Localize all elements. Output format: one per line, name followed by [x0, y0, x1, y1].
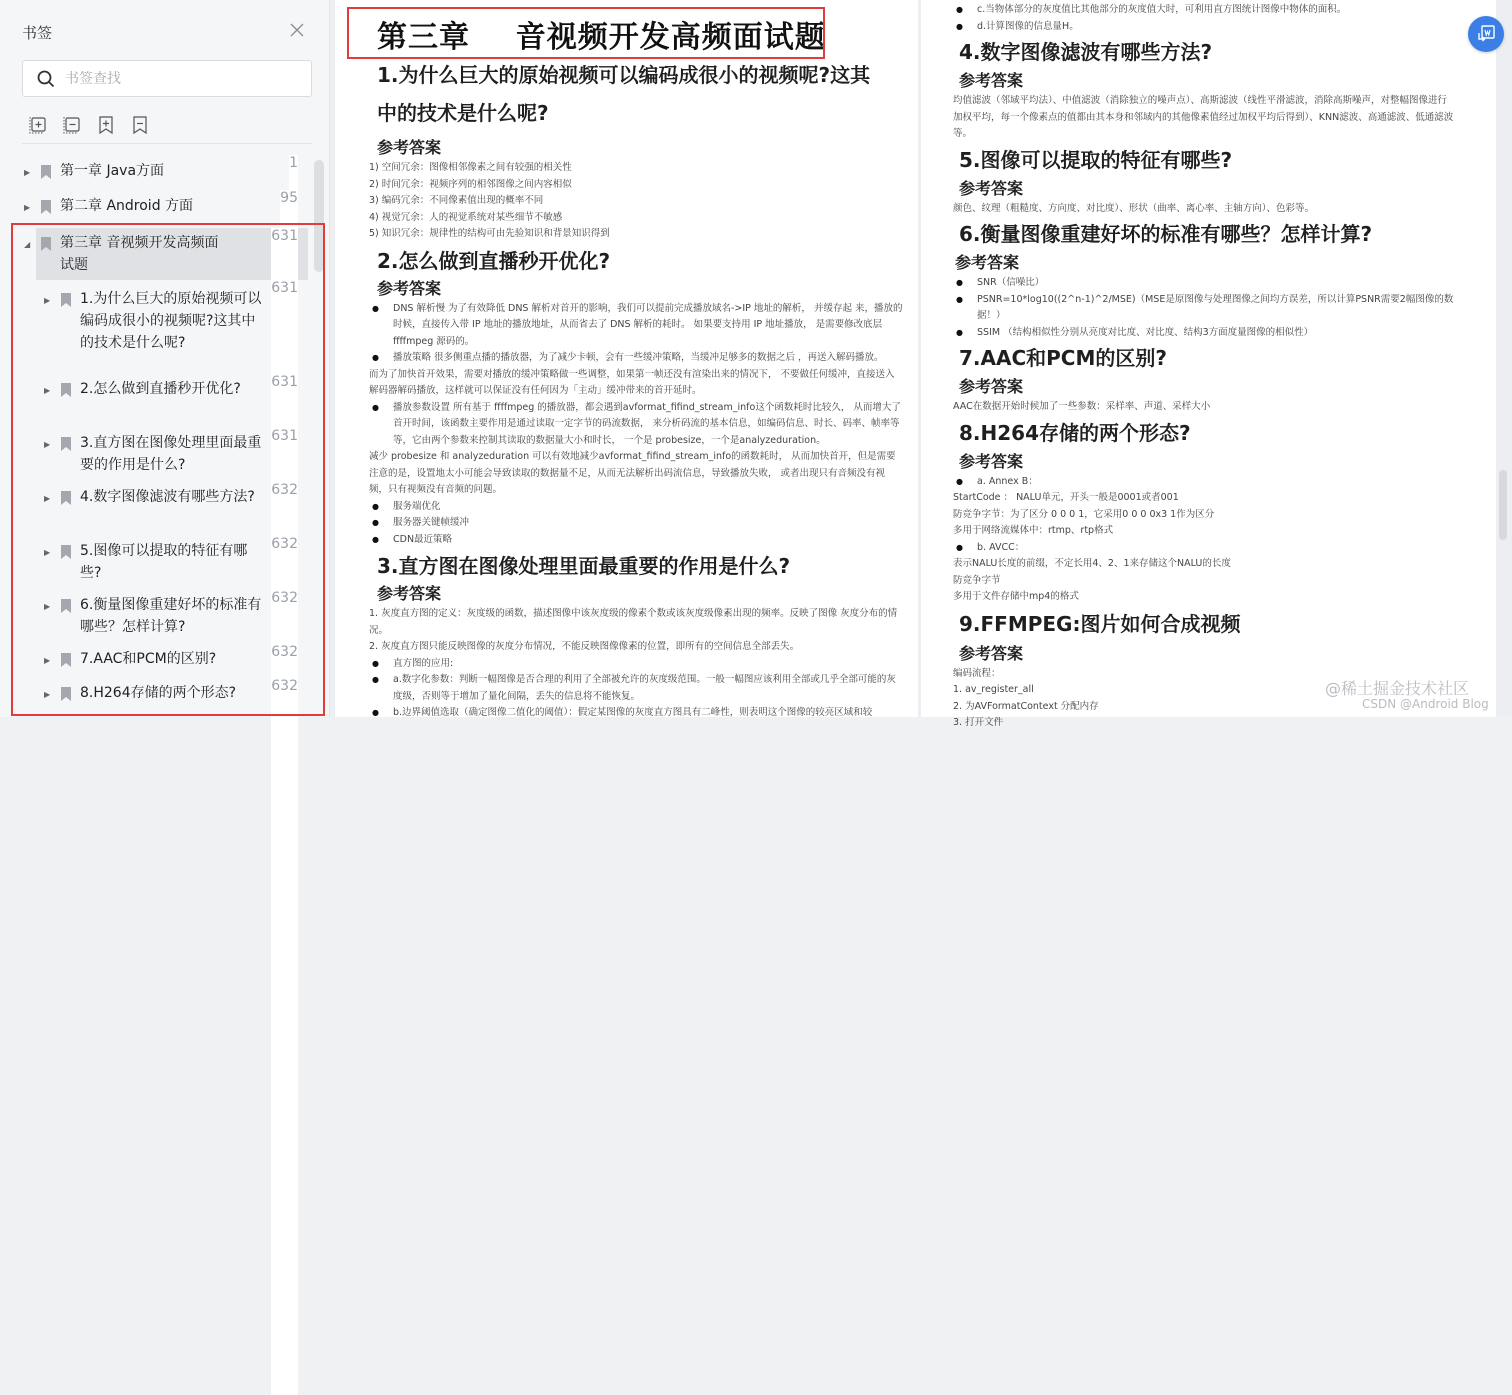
- question-heading: 6.衡量图像重建好坏的标准有哪些？怎样计算?: [959, 222, 1373, 246]
- answer-bullet: ● 服务器关键帧缓冲: [369, 515, 904, 532]
- answer-text: 均值滤波（邻域平均法）、中值滤波（消除独立的噪声点）、高斯滤波（线性平滑滤波，消除高斯噪声，对整幅图像进行加权平均，每一个像素点的值都由其本身和邻域内的其他像素值经过加权平均后得到）、KNN滤波、高通滤波、低通滤波等。: [953, 95, 1454, 139]
- answer-bullet: ● b.边界阈值选取（确定图像二值化的阈值）：假定某图像的灰度直方图具有二峰性，则表明这个图像的较亮区域和较: [369, 705, 904, 722]
- expand-arrow-icon[interactable]: ▶: [24, 168, 31, 177]
- convert-to-word-button[interactable]: [1468, 16, 1504, 52]
- search-icon: [37, 70, 55, 88]
- bookmark-item[interactable]: [0, 644, 310, 678]
- answer-text: 防竞争字节：为了区分 0 0 0 1，它采用0 0 0 0x3 1作为区分: [953, 508, 1215, 520]
- bookmark-tree: [0, 155, 310, 717]
- bookmark-icon: [60, 599, 72, 613]
- answer-bullet: ● PSNR=10*log10((2^n-1)^2/MSE)（MSE是原图像与处理图像之间均方误差，所以计算PSNR需要2幅图像的数据！）: [953, 292, 1456, 325]
- expand-arrow-icon[interactable]: ▶: [24, 203, 31, 212]
- close-icon[interactable]: [288, 22, 306, 40]
- question-heading: 3.直方图在图像处理里面最重要的作用是什么?: [377, 554, 791, 578]
- answer-text: 编码流程：: [953, 667, 1001, 679]
- answer-heading: 参考答案: [959, 451, 1024, 471]
- watermark-csdn: CSDN @Android Blog: [1362, 697, 1489, 711]
- answer-text: 2. 为AVFormatContext 分配内存: [953, 700, 1099, 712]
- expand-arrow-icon[interactable]: ▶: [44, 690, 51, 699]
- bookmark-item[interactable]: [0, 428, 310, 482]
- answer-text: 而为了加快首开效果，需要对播放的缓冲策略做一些调整，如果第一帧还没有渲染出来的情况下， 不要做任何缓冲，直接送入解码器解码播放，这样就可以保证没有任何因为「主动」缓冲带来的首开延时。: [369, 368, 895, 396]
- answer-heading: 参考答案: [955, 253, 1020, 272]
- bookmark-label: 5.图像可以提取的特征有哪些?: [80, 543, 248, 581]
- watermark-juejin: @稀土掘金技术社区: [1325, 679, 1470, 698]
- answer-bullet: ● a. Annex B：: [953, 474, 1456, 491]
- answer-text: 1. 灰度直方图的定义：灰度级的函数，描述图像中该灰度级的像素个数或该灰度级像素出现的频率。反映了图像 灰度分布的情况。: [369, 608, 898, 636]
- answer-text: 2. 灰度直方图只能反映图像的灰度分布情况，不能反映图像像素的位置，即所有的空间信息全部丢失。: [369, 641, 800, 652]
- expand-arrow-icon[interactable]: ▶: [44, 386, 51, 395]
- question-heading: 8.H264存储的两个形态?: [959, 420, 1191, 445]
- answer-text: 减少 probesize 和 analyzeduration 可以有效地减少avformat_fifind_stream_info的函数耗时， 从而加快首开，但是需要注意的是，设置地太小可能会导致读取的数据量不足，从而无法解析出码流信息，导致播放失败， 或者出现只有音频没有视频，只有视频没有音频的问题。: [369, 451, 896, 495]
- question-heading: 1.为什么巨大的原始视频可以编码成很小的视频呢?这其: [377, 63, 871, 87]
- answer-line: 4) 视觉冗余：人的视觉系统对某些细节不敏感: [369, 211, 563, 223]
- answer-heading: 参考答案: [959, 178, 1024, 198]
- bookmark-search-box[interactable]: [22, 60, 312, 97]
- bookmark-item[interactable]: [0, 155, 310, 190]
- bookmark-item[interactable]: [0, 536, 310, 590]
- answer-text: 3. 打开文件: [953, 717, 1004, 728]
- answer-bullet: ● DNS 解析慢 为了有效降低 DNS 解析对首开的影响，我们可以提前完成播放域名->IP 地址的解析， 并缓存起 来，播放的时候，直接传入带 IP 地址的播放地址，从而省去了 DNS 解析的耗时。 如果要支持用 IP 地址播放， 是需要修改底层 ffffmpeg 源码的。: [369, 301, 904, 351]
- answer-bullet: ● 播放参数设置 所有基于 ffffmpeg 的播放器，都会遇到avformat_fifind_stream_info这个函数耗时比较久， 从而增大了首开时间，该函数主要作用是通过读取一定字节的码流数据， 来分析码流的基本信息，如编码信息、时长、码率、帧率等等，它由两个参数来控制其读取的数据量大小和时长， 一个是 probesize，一个是analyzeduration。: [369, 400, 904, 450]
- answer-line: 2) 时间冗余：视频序列的相邻图像之间内容相似: [369, 178, 572, 190]
- answer-text: 多用于网络流媒体中：rtmp、rtp格式: [953, 525, 1114, 536]
- answer-bullet: ● 播放策略 很多侧重点播的播放器，为了减少卡顿，会有一些缓冲策略，当缓冲足够多的数据之后 ，再送入解码播放。: [369, 350, 904, 367]
- bookmark-item[interactable]: [0, 590, 310, 644]
- pdf-page-631: [335, 0, 918, 717]
- bookmark-panel: [0, 0, 330, 717]
- answer-bullet: ● SNR（信噪比）: [953, 275, 1456, 292]
- bookmark-item[interactable]: [0, 280, 310, 374]
- expand-arrow-icon[interactable]: ▶: [44, 296, 51, 305]
- bookmark-label: 2.怎么做到直播秒开优化?: [80, 381, 241, 397]
- answer-heading: 参考答案: [959, 377, 1024, 396]
- bookmark-label: 第一章 Java方面: [60, 163, 165, 179]
- bookmark-page-number: 1: [289, 155, 298, 872]
- bookmark-page-number: 631: [271, 374, 298, 1091]
- bookmark-label: 7.AAC和PCM的区别?: [80, 651, 217, 667]
- bookmark-icon: [40, 165, 52, 179]
- answer-bullet: ● CDN最近策略: [369, 532, 904, 549]
- answer-heading: 参考答案: [377, 278, 442, 298]
- pdf-page-632: [921, 0, 1496, 728]
- answer-bullet: ● 服务端优化: [369, 499, 904, 516]
- bookmark-icon: [60, 491, 72, 505]
- bookmark-item[interactable]: [0, 190, 310, 225]
- collapse-all-icon[interactable]: [62, 115, 82, 135]
- collapse-arrow-icon[interactable]: ◢: [24, 240, 31, 249]
- bookmark-page-number: 632: [271, 590, 298, 1307]
- bookmark-page-number: 95: [280, 190, 298, 907]
- bookmark-label: 3.直方图在图像处理里面最重要的作用是什么?: [80, 435, 262, 473]
- question-heading: 5.图像可以提取的特征有哪些?: [959, 147, 1233, 172]
- bookmark-item[interactable]: [0, 482, 310, 536]
- bookmark-label: 第二章 Android 方面: [60, 198, 194, 214]
- convert-document-icon: [1476, 25, 1496, 43]
- answer-bullet: ● d.计算图像的信息量H。: [953, 19, 1456, 36]
- answer-heading: 参考答案: [959, 71, 1024, 90]
- answer-line: 3) 编码冗余：不同像素值出现的概率不同: [369, 195, 544, 206]
- answer-text: 防竞争字节: [953, 574, 1001, 586]
- bookmark-page-number: 632: [271, 482, 298, 1199]
- chapter-title: 第三章 音视频开发高频面试题: [377, 20, 826, 55]
- question-heading: 9.FFMPEG:图片如何合成视频: [959, 611, 1241, 636]
- answer-heading: 参考答案: [377, 584, 442, 603]
- answer-text: 颜色、纹理（粗糙度、方向度、对比度）、形状（曲率、离心率、主轴方向）、色彩等。: [953, 202, 1315, 214]
- document-scrollbar[interactable]: [1499, 470, 1507, 540]
- bookmark-page-number: 631: [271, 228, 298, 945]
- answer-bullet: ● SSIM （结构相似性分别从亮度对比度、对比度、结构3方面度量图像的相似性）: [953, 325, 1456, 342]
- expand-arrow-icon[interactable]: ▶: [44, 440, 51, 449]
- answer-text: 多用于文件存储中mp4的格式: [953, 591, 1079, 602]
- panel-title: 书签: [22, 24, 53, 42]
- answer-heading: 参考答案: [959, 643, 1024, 663]
- bookmark-icon: [40, 237, 52, 251]
- bookmark-page-number: 631: [271, 280, 298, 997]
- bookmark-page-number: 632: [271, 536, 298, 1253]
- document-viewer: [331, 0, 1512, 728]
- divider: [22, 143, 312, 144]
- expand-arrow-icon[interactable]: ▶: [44, 494, 51, 503]
- expand-arrow-icon[interactable]: ▶: [44, 548, 51, 557]
- answer-bullet: ● c.当物体部分的灰度值比其他部分的灰度值大时，可利用直方图统计图像中物体的面积。: [953, 2, 1456, 19]
- add-bookmark-icon[interactable]: [96, 115, 116, 135]
- page-content: [921, 2, 1496, 732]
- bookmark-label: 8.H264存储的两个形态?: [80, 685, 237, 701]
- answer-bullet: ● 直方图的应用:: [369, 656, 904, 673]
- bookmark-item[interactable]: [0, 374, 310, 428]
- bookmark-label: 1.为什么巨大的原始视频可以编码成很小的视频呢?这其中的技术是什么呢?: [80, 291, 262, 351]
- answer-text: 表示NALU长度的前缀，不定长用4、2、1来存储这个NALU的长度: [953, 558, 1231, 569]
- bookmark-label: 4.数字图像滤波有哪些方法?: [80, 489, 255, 505]
- answer-bullet: ● a.数字化参数：判断一幅图像是否合理的利用了全部被允许的灰度级范围。一般一幅图应该利用全部或几乎全部可能的灰度级，否则等于增加了量化间隔，丢失的信息将不能恢复。: [369, 672, 904, 705]
- bookmark-icon: [60, 545, 72, 559]
- expand-arrow-icon[interactable]: ▶: [44, 602, 51, 611]
- expand-all-icon[interactable]: [28, 115, 48, 135]
- bookmark-label: 第三章 音视频开发高频面试题: [60, 235, 219, 273]
- bookmark-icon: [60, 383, 72, 397]
- expand-arrow-icon[interactable]: ▶: [44, 656, 51, 665]
- answer-heading: 参考答案: [377, 138, 442, 157]
- answer-line: 1) 空间冗余：图像相邻像素之间有较强的相关性: [369, 162, 572, 173]
- question-heading: 2.怎么做到直播秒开优化?: [377, 248, 611, 273]
- bookmark-icon: [60, 293, 72, 307]
- bookmark-icon: [60, 437, 72, 451]
- remove-bookmark-icon[interactable]: [130, 115, 150, 135]
- question-heading: 中的技术是什么呢?: [377, 101, 549, 125]
- answer-text: AAC在数据开始时候加了一些参数：采样率、声道、采样大小: [953, 401, 1211, 412]
- bookmark-item[interactable]: [0, 678, 310, 732]
- bookmark-icon: [60, 653, 72, 667]
- question-heading: 4.数字图像滤波有哪些方法?: [959, 40, 1213, 64]
- question-heading: 7.AAC和PCM的区别?: [959, 346, 1167, 370]
- bookmark-search-input[interactable]: [65, 71, 285, 87]
- bookmark-label: 6.衡量图像重建好坏的标准有哪些？怎样计算?: [80, 597, 262, 635]
- bookmark-page-number: 632: [271, 644, 298, 1361]
- bookmark-icon: [40, 200, 52, 214]
- bookmark-page-number: 631: [271, 428, 298, 1145]
- page-content: [335, 56, 918, 722]
- bookmark-icon: [60, 687, 72, 701]
- answer-text: 1. av_register_all: [953, 684, 1034, 695]
- bookmark-page-number: 632: [271, 678, 298, 1395]
- answer-text: StartCode ： NALU单元，开头一般是0001或者001: [953, 492, 1179, 503]
- bookmark-item-selected[interactable]: [0, 228, 310, 280]
- bookmark-toolbar: [28, 115, 150, 135]
- sidebar-scrollbar[interactable]: [314, 160, 324, 272]
- answer-line: 5) 知识冗余：规律性的结构可由先验知识和背景知识得到: [369, 228, 610, 239]
- answer-bullet: ● b. AVCC：: [953, 540, 1456, 557]
